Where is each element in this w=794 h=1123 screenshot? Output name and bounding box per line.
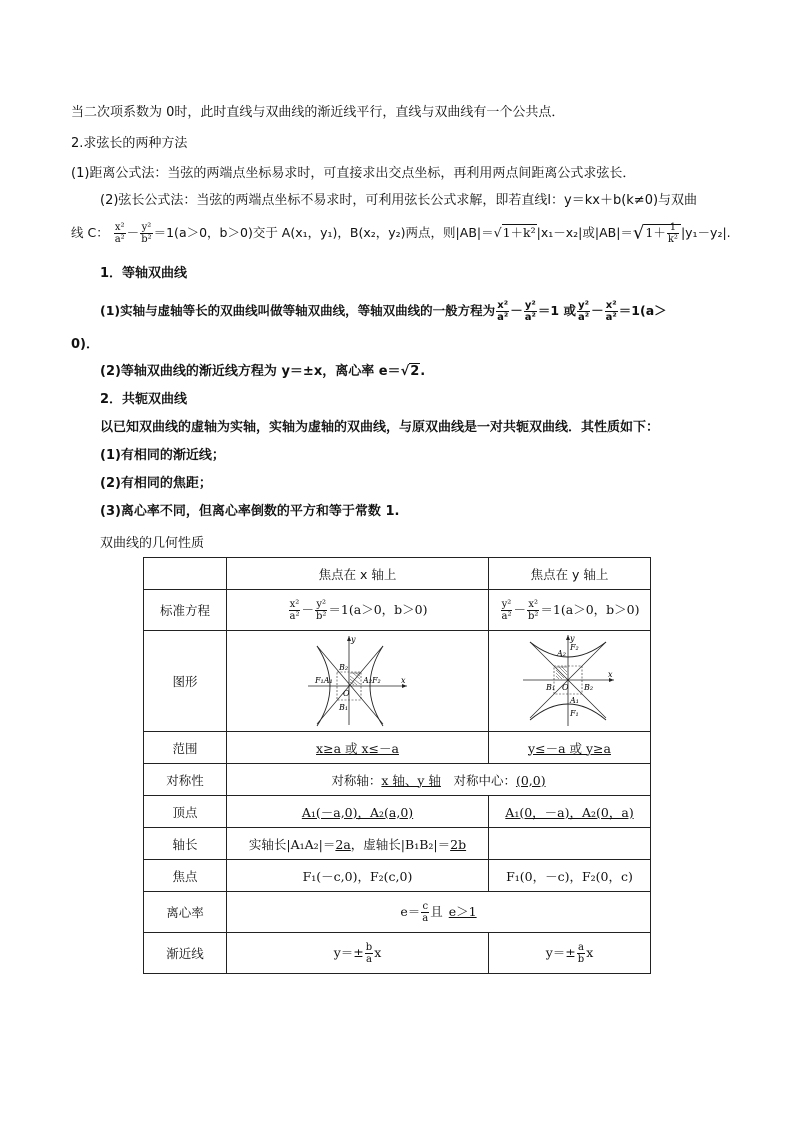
cell-vertex-x: A₁(－a,0)，A₂(a,0) bbox=[227, 796, 489, 828]
sqrt-symbol-2: √ bbox=[632, 222, 645, 244]
cell-std-x: $\frac{\text{x²}}{\text{a²}}$ － $\frac{\text{y²}}{\text{b²}}$ ＝1(a＞0，b＞0) bbox=[227, 590, 489, 631]
label-eccentricity: 离心率 bbox=[144, 892, 227, 933]
svg-text:x: x bbox=[607, 669, 613, 679]
fraction-x2-a2-b: $\frac{\text{x²}}{\text{a²}}$ bbox=[497, 300, 509, 323]
y-diff-text: |y₁－y₂|. bbox=[680, 225, 731, 240]
label-figure: 图形 bbox=[144, 631, 227, 732]
row-eccentricity bbox=[144, 892, 651, 933]
header-focus-x: 焦点在 x 轴上 bbox=[227, 558, 489, 590]
cell-range-x: x≥a 或 x≤－a bbox=[227, 732, 489, 764]
paragraph-chord-formula bbox=[100, 192, 697, 210]
chord-formula-text: (2)弦长公式法：当弦的两端点坐标不易求时，可利用弦长公式求解，即若直线 bbox=[100, 193, 548, 208]
svg-text:A₂F₂: A₂F₂ bbox=[362, 675, 381, 685]
sqrt-symbol: √ bbox=[493, 225, 502, 240]
or-text: ＝1 或 bbox=[537, 303, 576, 318]
conjugate-item-2: (2)有相同的焦距； bbox=[100, 476, 212, 491]
row-vertex bbox=[144, 796, 651, 828]
line-equation: l：y＝kx＋b(k≠0)与双曲 bbox=[547, 193, 698, 208]
cell-range-y: y≤－a 或 y≥a bbox=[489, 732, 651, 764]
svg-text:O: O bbox=[561, 682, 569, 692]
table-header-row bbox=[144, 558, 651, 590]
svg-text:B₂: B₂ bbox=[338, 662, 348, 672]
intersection-text: ＝1(a＞0，b＞0)交于 A(x₁，y₁)，B(x₂，y₂)两点，则|AB|＝ bbox=[153, 225, 494, 240]
sqrt-2: 2 bbox=[410, 364, 420, 379]
svg-text:F₂: F₂ bbox=[569, 642, 579, 652]
fraction-x2-a2-c: $\frac{\text{x²}}{\text{a²}}$ bbox=[605, 300, 617, 323]
label-asymptote: 渐近线 bbox=[144, 933, 227, 974]
row-axis-length bbox=[144, 828, 651, 860]
conjugate-item-1: (1)有相同的渐近线； bbox=[100, 448, 225, 463]
cell-asymptote-x: y＝± $\frac{b}{a}$ x bbox=[227, 933, 489, 974]
hyperbola-properties-table bbox=[143, 557, 651, 974]
fraction-x2-a2: $\frac{\text{x²}}{\text{a²}}$ bbox=[114, 222, 125, 245]
symmetry-axes: x 轴、y 轴 bbox=[381, 772, 441, 788]
row-focus bbox=[144, 860, 651, 892]
label-standard-equation: 标准方程 bbox=[144, 590, 227, 631]
row-asymptote bbox=[144, 933, 651, 974]
equilateral-def-text: (1)实轴与虚轴等长的双曲线叫做等轴双曲线，等轴双曲线的一般方程为 bbox=[100, 303, 496, 318]
paragraph-equilateral-def-end: 0)． bbox=[71, 337, 99, 352]
row-standard-equation bbox=[144, 590, 651, 631]
label-focus: 焦点 bbox=[144, 860, 227, 892]
row-symmetry bbox=[144, 764, 651, 796]
sqrt-1-plus-k2: 1＋k² bbox=[502, 225, 536, 240]
cell-asymptote-y: y＝± $\frac{a}{b}$ x bbox=[489, 933, 651, 974]
heading-chord-methods: 2.求弦长的两种方法 bbox=[71, 136, 188, 151]
paragraph-distance-method: (1)距离公式法：当弦的两端点坐标易求时，可直接求出交点坐标，再利用两点间距离公式求弦长． bbox=[71, 166, 636, 181]
cell-vertex-y: A₁(0，－a)，A₂(0，a) bbox=[489, 796, 651, 828]
label-axis-length: 轴长 bbox=[144, 828, 227, 860]
cell-figure-x bbox=[227, 631, 489, 732]
label-range: 范围 bbox=[144, 732, 227, 764]
eq-one-a-text: ＝1(a＞ bbox=[618, 303, 667, 318]
section-title-equilateral: 1．等轴双曲线 bbox=[100, 266, 188, 281]
cell-std-y: $\frac{\text{y²}}{\text{a²}}$ － $\frac{\text{x²}}{\text{b²}}$ ＝1(a＞0，b＞0) bbox=[489, 590, 651, 631]
svg-text:A₁: A₁ bbox=[569, 695, 579, 705]
symmetry-center: (0,0) bbox=[515, 772, 546, 788]
header-empty bbox=[144, 558, 227, 590]
sqrt-1-plus-inv-k2: 1＋ $\frac{1}{\text{k²}}$ bbox=[644, 224, 681, 240]
asymptote-text: (2)等轴双曲线的渐近线方程为 y＝±x，离心率 e＝ bbox=[100, 364, 401, 379]
cell-symmetry: 对称轴：x 轴、y 轴 对称中心：(0,0) bbox=[227, 764, 651, 796]
svg-text:x: x bbox=[400, 675, 406, 685]
svg-text:B₁: B₁ bbox=[338, 702, 348, 712]
conjugate-item-3: (3)离心率不同，但离心率倒数的平方和等于常数 1. bbox=[100, 504, 400, 519]
or-ab-text: |x₁－x₂|或|AB|＝ bbox=[536, 225, 633, 240]
svg-text:F₁: F₁ bbox=[569, 708, 579, 718]
cell-figure-y bbox=[489, 631, 651, 732]
paragraph-equilateral-asymptote bbox=[100, 363, 425, 381]
row-figure bbox=[144, 631, 651, 732]
label-symmetry: 对称性 bbox=[144, 764, 227, 796]
svg-text:A₂: A₂ bbox=[556, 648, 566, 658]
svg-text:y: y bbox=[569, 633, 575, 643]
std-y-tail: ＝1(a＞0，b＞0) bbox=[540, 601, 640, 617]
fraction-y2-a2-b: $\frac{\text{y²}}{\text{a²}}$ bbox=[524, 300, 536, 323]
svg-text:B₁: B₁ bbox=[545, 682, 555, 692]
hyperbola-y-figure bbox=[520, 632, 620, 728]
sqrt-symbol-3: √ bbox=[400, 364, 410, 379]
cell-focus-y: F₁(0，－c)，F₂(0，c) bbox=[489, 860, 651, 892]
svg-text:O: O bbox=[342, 688, 350, 698]
cell-axis-length: 实轴长|A₁A₂|＝2a，虚轴长|B₁B₂|＝2b bbox=[227, 828, 489, 860]
cell-axis-length-empty bbox=[489, 828, 651, 860]
paragraph-chord-formula-cont bbox=[71, 222, 731, 245]
svg-text:y: y bbox=[350, 634, 356, 644]
label-vertex: 顶点 bbox=[144, 796, 227, 828]
table-title: 双曲线的几何性质 bbox=[100, 536, 205, 551]
cell-eccentricity: e＝ $\frac{c}{a}$ 且 e＞1 bbox=[227, 892, 651, 933]
svg-text:F₁A₁: F₁A₁ bbox=[314, 675, 333, 685]
minus-sign-c: － bbox=[591, 303, 604, 318]
curve-label: 线 C： bbox=[71, 225, 109, 240]
header-focus-y: 焦点在 y 轴上 bbox=[489, 558, 651, 590]
minus-sign-b: － bbox=[510, 303, 523, 318]
fraction-y2-a2-c: $\frac{\text{y²}}{\text{a²}}$ bbox=[577, 300, 590, 323]
paragraph-equilateral-def bbox=[100, 300, 667, 323]
paragraph-zero-coefficient: 当二次项系数为 0时，此时直线与双曲线的渐近线平行，直线与双曲线有一个公共点． bbox=[71, 105, 565, 120]
hyperbola-x-figure bbox=[303, 632, 413, 728]
fraction-y2-b2: $\frac{\text{y²}}{\text{b²}}$ bbox=[141, 222, 152, 245]
row-range bbox=[144, 732, 651, 764]
period: . bbox=[420, 364, 426, 379]
minus-sign: － bbox=[126, 225, 140, 240]
paragraph-conjugate-intro: 以已知双曲线的虚轴为实轴，实轴为虚轴的双曲线，与原双曲线是一对共轭双曲线．其性质如下： bbox=[100, 420, 660, 435]
svg-text:B₂: B₂ bbox=[583, 682, 593, 692]
section-title-conjugate: 2．共轭双曲线 bbox=[100, 392, 188, 407]
cell-focus-x: F₁(－c,0)，F₂(c,0) bbox=[227, 860, 489, 892]
std-x-tail: ＝1(a＞0，b＞0) bbox=[328, 601, 428, 617]
